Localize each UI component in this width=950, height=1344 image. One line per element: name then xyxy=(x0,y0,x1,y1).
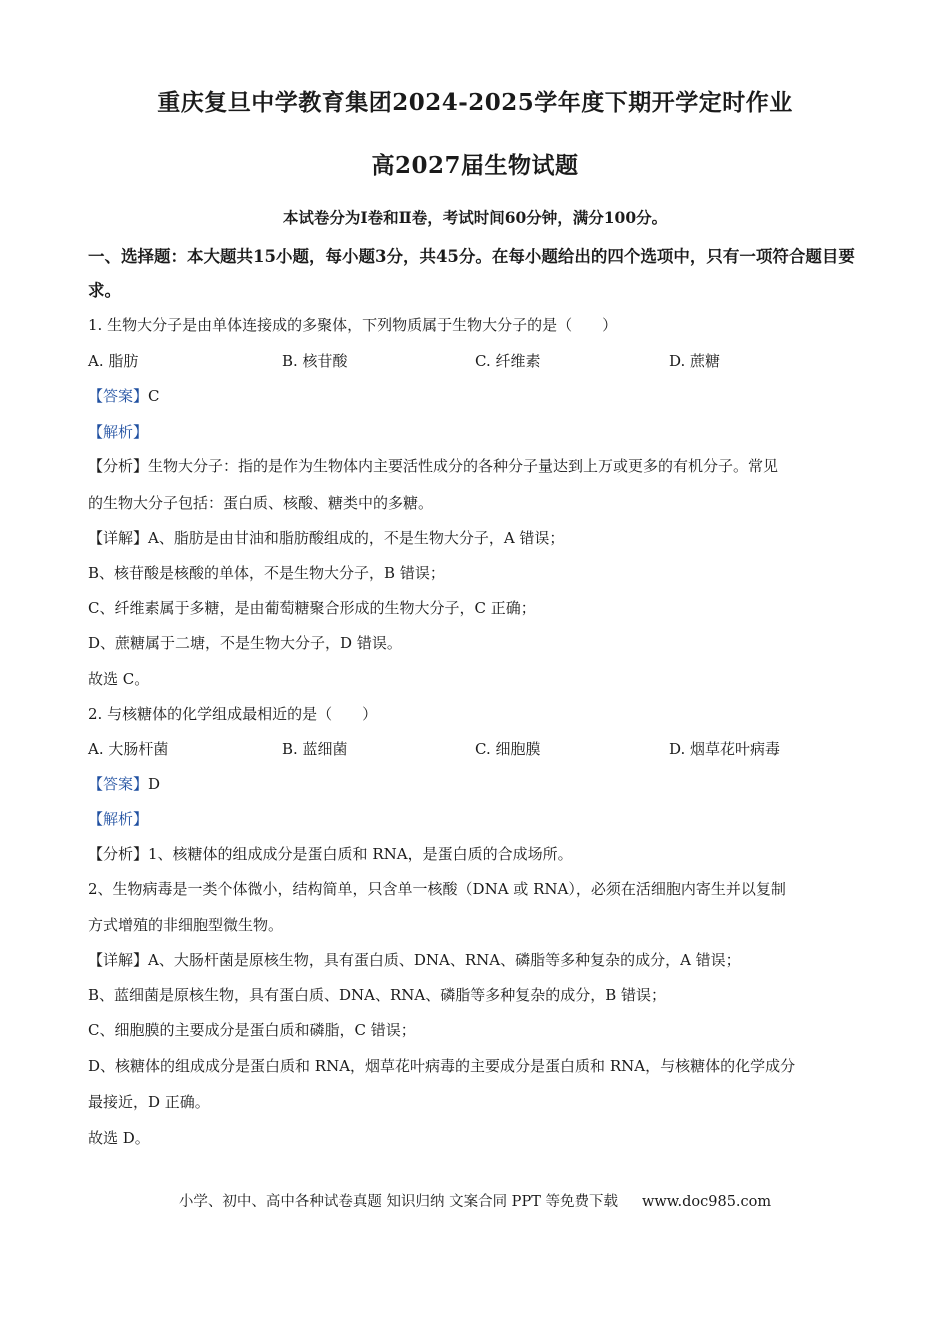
question-1-analysis-line: 【分析】生物大分子：指的是作为生物体内主要活性成分的各种分子量达到上万或更多的有机分子。常见 xyxy=(88,457,779,475)
question-1-option-c: C. 纤维素 xyxy=(475,352,541,370)
footer-text: 小学、初中、高中各种试卷真题 知识归纳 文案合同 PPT 等免费下载 xyxy=(178,1194,618,1210)
question-2-answer xyxy=(88,773,873,795)
answer-value: C xyxy=(148,387,160,405)
question-2-analysis-line: 【分析】1、核糖体的组成成分是蛋白质和 RNA，是蛋白质的合成场所。 xyxy=(88,845,573,863)
question-2-detail-b: B、蓝细菌是原核生物，具有蛋白质、DNA、RNA、磷脂等多种复杂的成分，B 错误； xyxy=(88,986,667,1004)
exam-subtitle: 高2027届生物试题 xyxy=(371,152,579,179)
question-1-analysis-tag: 【解析】 xyxy=(88,423,149,441)
question-1-answer xyxy=(88,385,873,407)
question-2-detail-c: C、细胞膜的主要成分是蛋白质和磷脂，C 错误； xyxy=(88,1021,416,1039)
question-1-detail-d: D、蔗糖属于二塘，不是生物大分子，D 错误。 xyxy=(88,634,402,652)
answer-tag: 【答案】 xyxy=(88,775,149,793)
question-1-option-d: D. 蔗糖 xyxy=(669,352,721,370)
question-2-stem: 2. 与核糖体的化学组成最相近的是（ ） xyxy=(88,705,378,723)
exam-title: 重庆复旦中学教育集团2024-2025学年度下期开学定时作业 xyxy=(157,89,793,116)
exam-note: 本试卷分为Ⅰ卷和Ⅱ卷，考试时间60分钟，满分100分。 xyxy=(282,208,668,227)
question-2-option-d: D. 烟草花叶病毒 xyxy=(669,740,781,758)
question-1-stem: 1. 生物大分子是由单体连接成的多聚体，下列物质属于生物大分子的是（ ） xyxy=(88,316,618,334)
question-2-conclusion: 故选 D。 xyxy=(88,1129,150,1147)
footer-link[interactable]: www.doc985.com xyxy=(641,1194,772,1210)
question-1-option-b: B. 核苷酸 xyxy=(282,352,348,370)
question-1-option-a: A. 脂肪 xyxy=(88,352,139,370)
section-heading: 一、选择题：本大题共15小题，每小题3分，共45分。在每小题给出的四个选项中，只有一项符合题目要求。 xyxy=(88,247,855,300)
question-2-analysis-line: 方式增殖的非细胞型微生物。 xyxy=(88,916,284,934)
question-1-detail-c: C、纤维素属于多糖，是由葡萄糖聚合形成的生物大分子，C 正确； xyxy=(88,599,536,617)
question-1-analysis-line: 的生物大分子包括：蛋白质、核酸、糖类中的多糖。 xyxy=(88,494,434,512)
answer-tag: 【答案】 xyxy=(88,387,149,405)
question-2-option-b: B. 蓝细菌 xyxy=(282,740,348,758)
question-2-option-c: C. 细胞膜 xyxy=(475,740,541,758)
question-2-detail-a: 【详解】A、大肠杆菌是原核生物，具有蛋白质、DNA、RNA、磷脂等多种复杂的成分，A 错误； xyxy=(88,951,741,969)
answer-value: D xyxy=(148,775,161,793)
question-1-conclusion: 故选 C。 xyxy=(88,670,150,688)
question-1-detail-b: B、核苷酸是核酸的单体，不是生物大分子，B 错误； xyxy=(88,564,445,582)
question-2-option-a: A. 大肠杆菌 xyxy=(88,740,169,758)
question-2-detail-d-cont: 最接近，D 正确。 xyxy=(88,1093,210,1111)
page-footer xyxy=(0,1190,950,1211)
question-2-detail-d: D、核糖体的组成成分是蛋白质和 RNA，烟草花叶病毒的主要成分是蛋白质和 RNA，与核糖体的化学成分 xyxy=(88,1057,796,1075)
question-2-analysis-tag: 【解析】 xyxy=(88,810,149,828)
question-2-analysis-line: 2、生物病毒是一类个体微小，结构简单，只含单一核酸（DNA 或 RNA），必须在活细胞内寄生并以复制 xyxy=(88,880,786,898)
question-1-detail-a: 【详解】A、脂肪是由甘油和脂肪酸组成的，不是生物大分子，A 错误； xyxy=(88,529,565,547)
